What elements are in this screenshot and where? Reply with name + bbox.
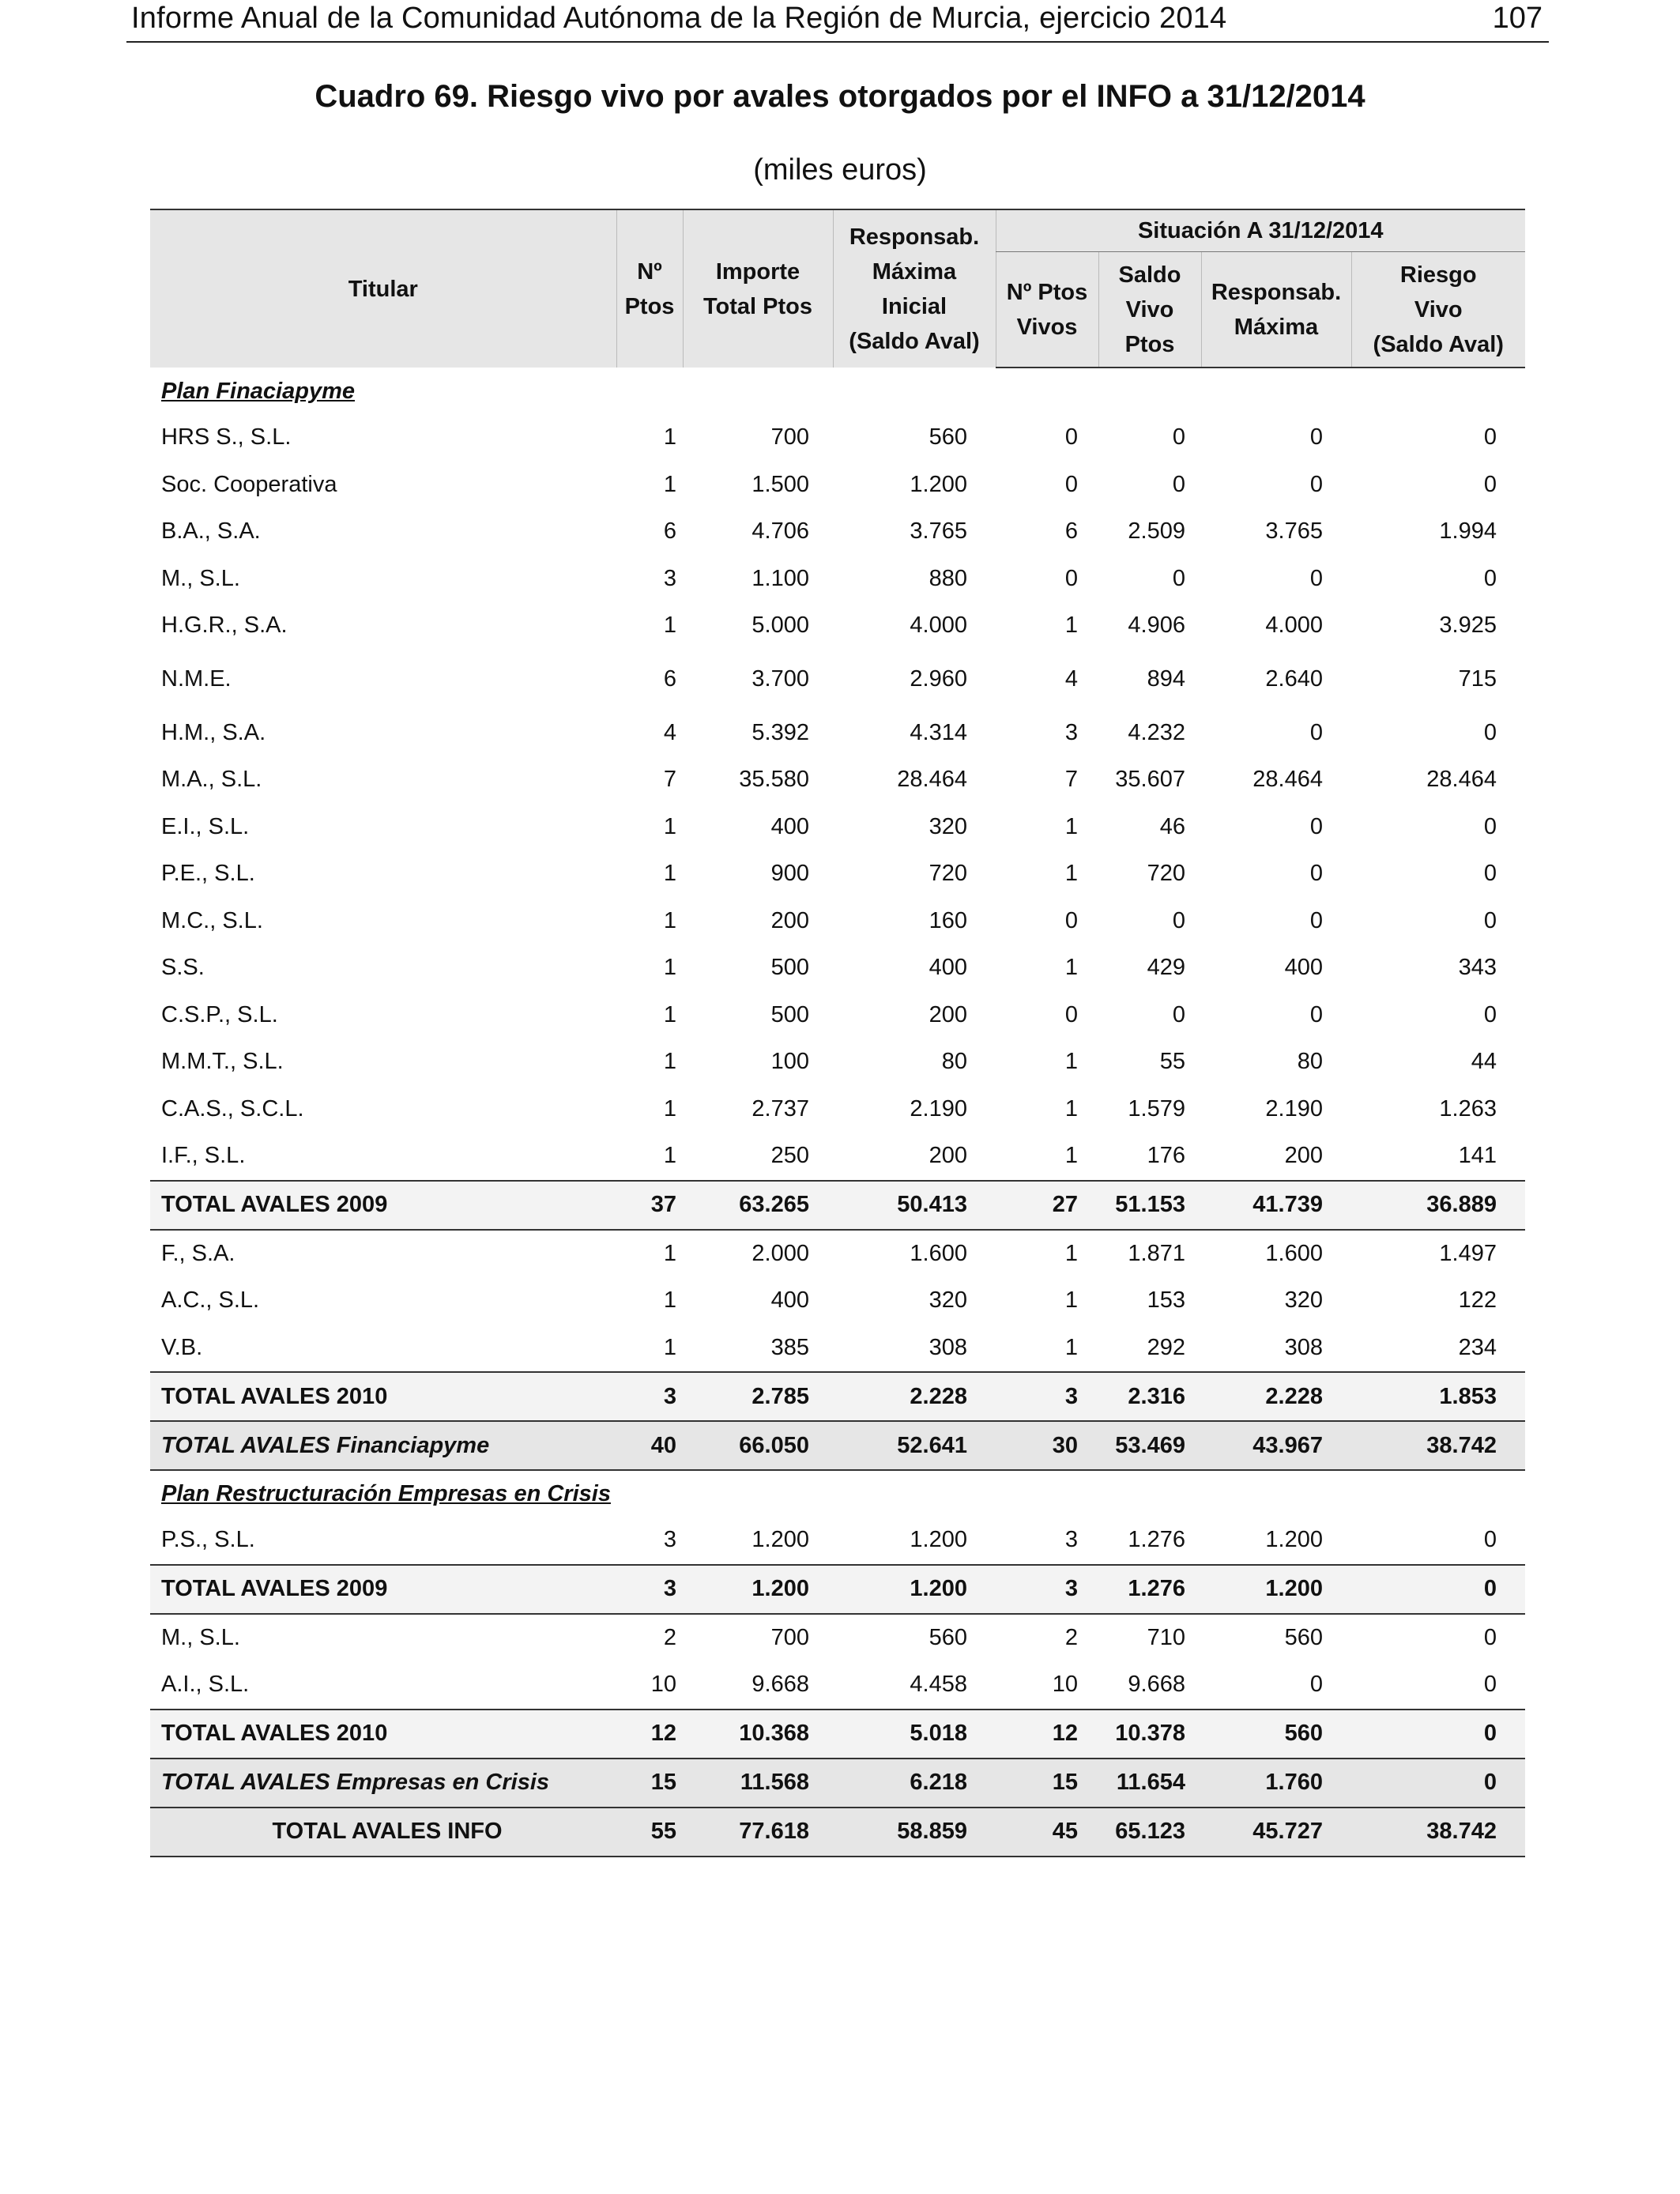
cell-riesgo-vivo: 0 bbox=[1483, 1672, 1497, 1698]
cell-saldo-vivo: 46 bbox=[1159, 813, 1185, 839]
cell-titular: A.I., S.L. bbox=[161, 1672, 250, 1698]
cell-responsab-inicial: 308 bbox=[929, 1334, 967, 1360]
cell-importe: 2.737 bbox=[751, 1095, 809, 1122]
cell-responsab-max: 2.190 bbox=[1265, 1095, 1323, 1122]
cell-responsab-max: 0 bbox=[1309, 813, 1323, 839]
cell-riesgo-vivo: 0 bbox=[1483, 907, 1497, 933]
cell-responsab-inicial: 400 bbox=[929, 955, 967, 981]
cell-responsab-max: 2.640 bbox=[1265, 666, 1323, 692]
cell-saldo-vivo: 11.654 bbox=[1098, 1759, 1201, 1808]
table-row bbox=[150, 1039, 1525, 1086]
cell-n-ptos: 10 bbox=[650, 1672, 676, 1698]
cell-riesgo-vivo: 0 bbox=[1483, 424, 1497, 450]
page-header bbox=[126, 0, 1549, 43]
cell-titular: S.S. bbox=[161, 955, 205, 981]
cell-saldo-vivo: 292 bbox=[1147, 1334, 1185, 1360]
cell-responsab-inicial: 4.314 bbox=[910, 719, 967, 745]
col-situacion: Situación A 31/12/2014 bbox=[996, 209, 1525, 252]
cell-n-ptos: 1 bbox=[663, 813, 676, 839]
cell-importe: 385 bbox=[770, 1334, 809, 1360]
table-row bbox=[150, 1133, 1525, 1181]
col-riesgo-vivo: Riesgo Vivo (Saldo Aval) bbox=[1351, 252, 1525, 368]
cell-titular: Soc. Cooperativa bbox=[161, 471, 337, 497]
cell-n-vivos: 15 bbox=[996, 1759, 1098, 1808]
cell-riesgo-vivo: 1.853 bbox=[1351, 1372, 1525, 1421]
cell-saldo-vivo: 9.668 bbox=[1128, 1672, 1185, 1698]
cell-responsab-max: 560 bbox=[1284, 1624, 1323, 1650]
cell-titular: M., S.L. bbox=[161, 1624, 240, 1650]
cell-n-ptos: 1 bbox=[663, 1001, 676, 1027]
cell-titular: I.F., S.L. bbox=[161, 1143, 246, 1169]
cell-saldo-vivo: 720 bbox=[1147, 861, 1185, 887]
table-row bbox=[150, 710, 1525, 757]
cell-n-vivos: 2 bbox=[1064, 1624, 1078, 1650]
cell-titular: TOTAL AVALES 2010 bbox=[150, 1372, 616, 1421]
cell-riesgo-vivo: 0 bbox=[1351, 1759, 1525, 1808]
cell-importe: 200 bbox=[770, 907, 809, 933]
total-row bbox=[150, 1372, 1525, 1421]
cell-saldo-vivo: 894 bbox=[1147, 666, 1185, 692]
cell-responsab-inicial: 80 bbox=[941, 1049, 967, 1075]
cell-importe: 4.706 bbox=[751, 518, 809, 545]
cell-responsab-max: 0 bbox=[1309, 1001, 1323, 1027]
cell-responsab-inicial: 4.000 bbox=[910, 613, 967, 639]
cell-importe: 400 bbox=[770, 1287, 809, 1314]
table-row bbox=[150, 1230, 1525, 1278]
cell-n-ptos: 3 bbox=[663, 1527, 676, 1553]
cell-responsab-max: 400 bbox=[1284, 955, 1323, 981]
table-row bbox=[150, 898, 1525, 945]
cell-responsab-inicial: 160 bbox=[929, 907, 967, 933]
cell-responsab-inicial: 58.859 bbox=[833, 1808, 996, 1857]
cell-n-vivos: 0 bbox=[1064, 565, 1078, 591]
cell-importe: 100 bbox=[770, 1049, 809, 1075]
cell-importe: 500 bbox=[770, 1001, 809, 1027]
cell-importe: 9.668 bbox=[751, 1672, 809, 1698]
cell-n-vivos: 0 bbox=[1064, 424, 1078, 450]
cell-responsab-inicial: 2.960 bbox=[910, 666, 967, 692]
cell-responsab-max: 1.200 bbox=[1201, 1565, 1351, 1614]
cell-riesgo-vivo: 0 bbox=[1351, 1565, 1525, 1614]
col-saldo-vivo: Saldo Vivo Ptos bbox=[1098, 252, 1201, 368]
cell-responsab-inicial: 880 bbox=[929, 565, 967, 591]
cell-responsab-max: 0 bbox=[1309, 424, 1323, 450]
section-header bbox=[150, 368, 1525, 414]
table-row bbox=[150, 602, 1525, 650]
page-number: 107 bbox=[1492, 2, 1543, 35]
cell-responsab-inicial: 320 bbox=[929, 1287, 967, 1314]
cell-importe: 400 bbox=[770, 813, 809, 839]
table-row bbox=[150, 850, 1525, 898]
cell-n-vivos: 1 bbox=[1064, 1334, 1078, 1360]
grand-total-row bbox=[150, 1808, 1525, 1857]
cell-n-vivos: 1 bbox=[1064, 1143, 1078, 1169]
cell-n-ptos: 1 bbox=[663, 1143, 676, 1169]
cell-n-ptos: 1 bbox=[663, 907, 676, 933]
cell-saldo-vivo: 51.153 bbox=[1098, 1181, 1201, 1230]
cell-n-vivos: 1 bbox=[1064, 1287, 1078, 1314]
cell-riesgo-vivo: 0 bbox=[1483, 1624, 1497, 1650]
cell-responsab-max: 28.464 bbox=[1252, 767, 1323, 793]
table-row bbox=[150, 756, 1525, 804]
cell-responsab-inicial: 2.190 bbox=[910, 1095, 967, 1122]
cell-n-vivos: 1 bbox=[1064, 1049, 1078, 1075]
cell-titular: V.B. bbox=[161, 1334, 203, 1360]
cell-n-ptos: 4 bbox=[663, 719, 676, 745]
cell-n-ptos: 1 bbox=[663, 1334, 676, 1360]
cell-riesgo-vivo: 0 bbox=[1483, 565, 1497, 591]
cell-n-ptos: 6 bbox=[663, 518, 676, 545]
cell-titular: A.C., S.L. bbox=[161, 1287, 260, 1314]
cell-riesgo-vivo: 36.889 bbox=[1351, 1181, 1525, 1230]
cell-saldo-vivo: 0 bbox=[1172, 1001, 1185, 1027]
cell-n-vivos: 27 bbox=[996, 1181, 1098, 1230]
cell-titular: H.M., S.A. bbox=[161, 719, 266, 745]
cell-riesgo-vivo: 44 bbox=[1471, 1049, 1497, 1075]
cell-responsab-max: 43.967 bbox=[1201, 1421, 1351, 1470]
table-row bbox=[150, 1277, 1525, 1325]
table-row bbox=[150, 944, 1525, 992]
cell-n-ptos: 1 bbox=[663, 1240, 676, 1266]
cell-n-vivos: 0 bbox=[1064, 907, 1078, 933]
cell-responsab-inicial: 720 bbox=[929, 861, 967, 887]
cell-saldo-vivo: 0 bbox=[1172, 907, 1185, 933]
table-row bbox=[150, 1661, 1525, 1710]
cell-titular: HRS S., S.L. bbox=[161, 424, 292, 450]
cell-n-vivos: 0 bbox=[1064, 1001, 1078, 1027]
total-row bbox=[150, 1565, 1525, 1614]
cell-saldo-vivo: 0 bbox=[1172, 471, 1185, 497]
cell-n-vivos: 10 bbox=[1052, 1672, 1078, 1698]
cell-importe: 900 bbox=[770, 861, 809, 887]
cell-saldo-vivo: 4.906 bbox=[1128, 613, 1185, 639]
cell-saldo-vivo: 1.579 bbox=[1128, 1095, 1185, 1122]
cell-riesgo-vivo: 1.497 bbox=[1439, 1240, 1497, 1266]
cell-riesgo-vivo: 343 bbox=[1458, 955, 1497, 981]
cell-responsab-inicial: 560 bbox=[929, 424, 967, 450]
cell-riesgo-vivo: 0 bbox=[1483, 861, 1497, 887]
cell-n-vivos: 3 bbox=[996, 1565, 1098, 1614]
cell-responsab-max: 0 bbox=[1309, 719, 1323, 745]
total-row bbox=[150, 1759, 1525, 1808]
cell-riesgo-vivo: 0 bbox=[1483, 471, 1497, 497]
cell-responsab-max: 0 bbox=[1309, 471, 1323, 497]
cell-responsab-max: 0 bbox=[1309, 1672, 1323, 1698]
cell-titular: N.M.E. bbox=[161, 666, 232, 692]
cell-responsab-max: 308 bbox=[1284, 1334, 1323, 1360]
col-responsab-inicial: Responsab. Máxima Inicial (Saldo Aval) bbox=[833, 209, 996, 368]
risk-table bbox=[150, 209, 1525, 1857]
cell-riesgo-vivo: 122 bbox=[1458, 1287, 1497, 1314]
cell-titular: M., S.L. bbox=[161, 565, 240, 591]
cell-importe: 5.000 bbox=[751, 613, 809, 639]
cell-riesgo-vivo: 0 bbox=[1351, 1710, 1525, 1759]
cell-responsab-inicial: 50.413 bbox=[833, 1181, 996, 1230]
cell-riesgo-vivo: 1.263 bbox=[1439, 1095, 1497, 1122]
cell-importe: 11.568 bbox=[683, 1759, 833, 1808]
cell-n-ptos: 15 bbox=[616, 1759, 683, 1808]
cell-saldo-vivo: 710 bbox=[1147, 1624, 1185, 1650]
cell-responsab-inicial: 200 bbox=[929, 1143, 967, 1169]
col-n-ptos: Nº Ptos bbox=[616, 209, 683, 368]
cell-responsab-max: 0 bbox=[1309, 861, 1323, 887]
cell-importe: 63.265 bbox=[683, 1181, 833, 1230]
cell-n-vivos: 1 bbox=[1064, 861, 1078, 887]
header-title: Informe Anual de la Comunidad Autónoma de la Región de Murcia, ejercicio 2014 bbox=[131, 2, 1227, 35]
cell-importe: 1.200 bbox=[683, 1565, 833, 1614]
cell-n-vivos: 1 bbox=[1064, 1095, 1078, 1122]
cell-responsab-max: 200 bbox=[1284, 1143, 1323, 1169]
cell-titular: M.C., S.L. bbox=[161, 907, 263, 933]
cell-responsab-inicial: 1.200 bbox=[833, 1565, 996, 1614]
cell-riesgo-vivo: 0 bbox=[1483, 1527, 1497, 1553]
cell-n-vivos: 1 bbox=[1064, 955, 1078, 981]
cell-responsab-inicial: 1.600 bbox=[910, 1240, 967, 1266]
cell-n-vivos: 45 bbox=[996, 1808, 1098, 1857]
cell-responsab-inicial: 6.218 bbox=[833, 1759, 996, 1808]
cell-saldo-vivo: 4.232 bbox=[1128, 719, 1185, 745]
total-row bbox=[150, 1710, 1525, 1759]
cell-saldo-vivo: 153 bbox=[1147, 1287, 1185, 1314]
cell-n-vivos: 30 bbox=[996, 1421, 1098, 1470]
cell-n-ptos: 3 bbox=[663, 565, 676, 591]
cell-saldo-vivo: 10.378 bbox=[1098, 1710, 1201, 1759]
cell-riesgo-vivo: 38.742 bbox=[1351, 1808, 1525, 1857]
cell-saldo-vivo: 53.469 bbox=[1098, 1421, 1201, 1470]
cell-riesgo-vivo: 3.925 bbox=[1439, 613, 1497, 639]
cell-titular: B.A., S.A. bbox=[161, 518, 261, 545]
table-row bbox=[150, 1517, 1525, 1565]
cell-riesgo-vivo: 1.994 bbox=[1439, 518, 1497, 545]
cell-n-vivos: 1 bbox=[1064, 813, 1078, 839]
cell-n-ptos: 3 bbox=[616, 1372, 683, 1421]
table-row bbox=[150, 1325, 1525, 1373]
cell-saldo-vivo: 65.123 bbox=[1098, 1808, 1201, 1857]
cell-titular: M.A., S.L. bbox=[161, 767, 262, 793]
cell-responsab-inicial: 52.641 bbox=[833, 1421, 996, 1470]
cell-responsab-max: 320 bbox=[1284, 1287, 1323, 1314]
cell-titular: TOTAL AVALES 2009 bbox=[150, 1565, 616, 1614]
cell-saldo-vivo: 0 bbox=[1172, 565, 1185, 591]
cell-titular: P.S., S.L. bbox=[161, 1527, 255, 1553]
cell-responsab-inicial: 1.200 bbox=[910, 471, 967, 497]
cell-responsab-inicial: 5.018 bbox=[833, 1710, 996, 1759]
cell-responsab-inicial: 3.765 bbox=[910, 518, 967, 545]
cell-n-ptos: 1 bbox=[663, 1049, 676, 1075]
cell-responsab-inicial: 200 bbox=[929, 1001, 967, 1027]
table-row bbox=[150, 508, 1525, 556]
table-row bbox=[150, 556, 1525, 603]
table-subtitle: (miles euros) bbox=[753, 153, 927, 187]
cell-n-vivos: 1 bbox=[1064, 1240, 1078, 1266]
cell-n-vivos: 0 bbox=[1064, 471, 1078, 497]
table-title: Cuadro 69. Riesgo vivo por avales otorgados por el INFO a 31/12/2014 bbox=[315, 79, 1365, 114]
cell-responsab-max: 41.739 bbox=[1201, 1181, 1351, 1230]
cell-titular: C.A.S., S.C.L. bbox=[161, 1095, 304, 1122]
cell-n-ptos: 7 bbox=[663, 767, 676, 793]
cell-riesgo-vivo: 234 bbox=[1458, 1334, 1497, 1360]
col-n-vivos: Nº Ptos Vivos bbox=[996, 252, 1098, 368]
cell-titular: TOTAL AVALES Financiapyme bbox=[150, 1421, 616, 1470]
cell-saldo-vivo: 0 bbox=[1172, 424, 1185, 450]
cell-titular: TOTAL AVALES 2010 bbox=[150, 1710, 616, 1759]
table-body bbox=[150, 368, 1525, 1857]
cell-responsab-inicial: 4.458 bbox=[910, 1672, 967, 1698]
cell-importe: 700 bbox=[770, 1624, 809, 1650]
cell-importe: 35.580 bbox=[739, 767, 809, 793]
cell-n-vivos: 3 bbox=[996, 1372, 1098, 1421]
col-responsab-max: Responsab. Máxima bbox=[1201, 252, 1351, 368]
cell-n-vivos: 12 bbox=[996, 1710, 1098, 1759]
cell-importe: 1.100 bbox=[751, 565, 809, 591]
cell-n-ptos: 12 bbox=[616, 1710, 683, 1759]
table-row bbox=[150, 650, 1525, 710]
col-importe: Importe Total Ptos bbox=[683, 209, 833, 368]
cell-importe: 250 bbox=[770, 1143, 809, 1169]
cell-responsab-max: 1.600 bbox=[1265, 1240, 1323, 1266]
section-header bbox=[150, 1470, 1525, 1517]
cell-responsab-inicial: 1.200 bbox=[910, 1527, 967, 1553]
cell-titular: M.M.T., S.L. bbox=[161, 1049, 284, 1075]
cell-importe: 500 bbox=[770, 955, 809, 981]
cell-responsab-inicial: 320 bbox=[929, 813, 967, 839]
cell-responsab-inicial: 28.464 bbox=[897, 767, 967, 793]
table-row bbox=[150, 1614, 1525, 1662]
cell-n-ptos: 1 bbox=[663, 471, 676, 497]
table-row bbox=[150, 804, 1525, 851]
cell-responsab-inicial: 560 bbox=[929, 1624, 967, 1650]
cell-responsab-max: 4.000 bbox=[1265, 613, 1323, 639]
cell-n-vivos: 3 bbox=[1064, 1527, 1078, 1553]
cell-n-vivos: 7 bbox=[1064, 767, 1078, 793]
cell-responsab-max: 3.765 bbox=[1265, 518, 1323, 545]
cell-saldo-vivo: 176 bbox=[1147, 1143, 1185, 1169]
cell-importe: 77.618 bbox=[683, 1808, 833, 1857]
table-header bbox=[150, 209, 1525, 368]
table-row bbox=[150, 992, 1525, 1039]
cell-responsab-max: 2.228 bbox=[1201, 1372, 1351, 1421]
cell-importe: 2.785 bbox=[683, 1372, 833, 1421]
cell-titular: H.G.R., S.A. bbox=[161, 613, 288, 639]
cell-importe: 1.200 bbox=[751, 1527, 809, 1553]
total-row bbox=[150, 1421, 1525, 1470]
cell-n-vivos: 3 bbox=[1064, 719, 1078, 745]
cell-importe: 66.050 bbox=[683, 1421, 833, 1470]
cell-saldo-vivo: 2.509 bbox=[1128, 518, 1185, 545]
cell-responsab-max: 80 bbox=[1297, 1049, 1323, 1075]
cell-n-ptos: 1 bbox=[663, 613, 676, 639]
cell-importe: 5.392 bbox=[751, 719, 809, 745]
cell-n-ptos: 1 bbox=[663, 955, 676, 981]
cell-titular: TOTAL AVALES 2009 bbox=[150, 1181, 616, 1230]
cell-n-ptos: 1 bbox=[663, 1095, 676, 1122]
cell-titular: P.E., S.L. bbox=[161, 861, 255, 887]
cell-responsab-max: 45.727 bbox=[1201, 1808, 1351, 1857]
cell-n-ptos: 40 bbox=[616, 1421, 683, 1470]
cell-importe: 1.500 bbox=[751, 471, 809, 497]
cell-riesgo-vivo: 141 bbox=[1458, 1143, 1497, 1169]
cell-saldo-vivo: 35.607 bbox=[1115, 767, 1185, 793]
cell-saldo-vivo: 429 bbox=[1147, 955, 1185, 981]
table-row bbox=[150, 462, 1525, 509]
cell-n-vivos: 6 bbox=[1064, 518, 1078, 545]
cell-responsab-inicial: 2.228 bbox=[833, 1372, 996, 1421]
cell-titular: E.I., S.L. bbox=[161, 813, 250, 839]
cell-n-ptos: 3 bbox=[616, 1565, 683, 1614]
cell-titular: F., S.A. bbox=[161, 1240, 235, 1266]
cell-n-ptos: 6 bbox=[663, 666, 676, 692]
cell-n-ptos: 55 bbox=[616, 1808, 683, 1857]
cell-importe: 3.700 bbox=[751, 666, 809, 692]
section-label: Plan Restructuración Empresas en Crisis bbox=[161, 1480, 611, 1506]
cell-riesgo-vivo: 0 bbox=[1483, 719, 1497, 745]
cell-responsab-max: 0 bbox=[1309, 907, 1323, 933]
total-row bbox=[150, 1181, 1525, 1230]
cell-titular: TOTAL AVALES INFO bbox=[150, 1808, 616, 1857]
cell-responsab-max: 1.760 bbox=[1201, 1759, 1351, 1808]
cell-riesgo-vivo: 715 bbox=[1458, 666, 1497, 692]
cell-n-ptos: 1 bbox=[663, 424, 676, 450]
cell-saldo-vivo: 2.316 bbox=[1098, 1372, 1201, 1421]
cell-n-vivos: 4 bbox=[1064, 666, 1078, 692]
table-row bbox=[150, 414, 1525, 462]
cell-titular: C.S.P., S.L. bbox=[161, 1001, 278, 1027]
table-row bbox=[150, 1086, 1525, 1133]
cell-saldo-vivo: 1.276 bbox=[1098, 1565, 1201, 1614]
cell-riesgo-vivo: 0 bbox=[1483, 1001, 1497, 1027]
cell-titular: TOTAL AVALES Empresas en Crisis bbox=[150, 1759, 616, 1808]
cell-n-ptos: 2 bbox=[663, 1624, 676, 1650]
cell-riesgo-vivo: 0 bbox=[1483, 813, 1497, 839]
cell-responsab-max: 560 bbox=[1201, 1710, 1351, 1759]
cell-n-ptos: 37 bbox=[616, 1181, 683, 1230]
cell-saldo-vivo: 55 bbox=[1159, 1049, 1185, 1075]
cell-riesgo-vivo: 38.742 bbox=[1351, 1421, 1525, 1470]
cell-responsab-max: 0 bbox=[1309, 565, 1323, 591]
cell-n-ptos: 1 bbox=[663, 861, 676, 887]
cell-saldo-vivo: 1.276 bbox=[1128, 1527, 1185, 1553]
section-label: Plan Finaciapyme bbox=[161, 378, 355, 404]
cell-importe: 10.368 bbox=[683, 1710, 833, 1759]
cell-responsab-max: 1.200 bbox=[1265, 1527, 1323, 1553]
col-titular: Titular bbox=[150, 209, 616, 368]
cell-n-ptos: 1 bbox=[663, 1287, 676, 1314]
cell-importe: 2.000 bbox=[751, 1240, 809, 1266]
cell-saldo-vivo: 1.871 bbox=[1128, 1240, 1185, 1266]
cell-riesgo-vivo: 28.464 bbox=[1426, 767, 1497, 793]
cell-importe: 700 bbox=[770, 424, 809, 450]
cell-n-vivos: 1 bbox=[1064, 613, 1078, 639]
